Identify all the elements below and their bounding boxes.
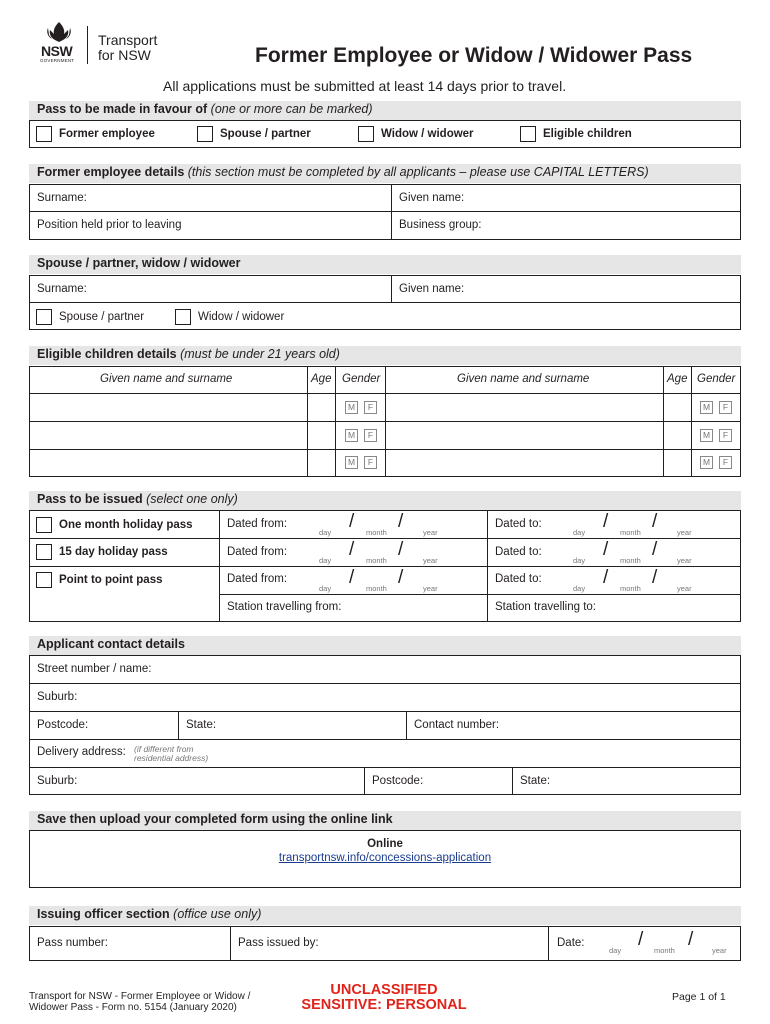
eligible-children-checkbox[interactable] bbox=[520, 126, 536, 142]
pass-number-field[interactable]: Pass number: bbox=[37, 937, 108, 949]
dated-from-label: Dated from: bbox=[227, 546, 288, 558]
dated-from-label: Dated from: bbox=[227, 518, 288, 530]
online-link[interactable]: transportnsw.info/concessions-application bbox=[278, 852, 492, 864]
former-employee-checkbox[interactable] bbox=[36, 126, 52, 142]
former-employee-label: Former employee bbox=[59, 128, 155, 140]
gender-f-checkbox[interactable]: F bbox=[719, 429, 732, 442]
widow-widower-checkbox[interactable] bbox=[358, 126, 374, 142]
delivery-address-field[interactable]: Delivery address: bbox=[37, 746, 126, 758]
state-field[interactable]: State: bbox=[186, 719, 217, 731]
gender-f-checkbox[interactable]: F bbox=[364, 401, 377, 414]
nsw-logo bbox=[36, 20, 82, 64]
online-label: Online bbox=[367, 838, 403, 850]
org-name: Transport for NSW bbox=[98, 32, 158, 63]
upload-heading: Save then upload your completed form using the online link bbox=[29, 811, 741, 830]
page-title: Former Employee or Widow / Widower Pass bbox=[255, 44, 693, 67]
gender-m-checkbox[interactable]: M bbox=[700, 456, 713, 469]
gender-f-checkbox[interactable]: F bbox=[364, 456, 377, 469]
widow-opt-checkbox[interactable] bbox=[175, 309, 191, 325]
footer-form-info: Transport for NSW - Former Employee or Widow / Widower Pass - Form no. 5154 (January 2020) bbox=[29, 991, 251, 1013]
pass-issued-by-field[interactable]: Pass issued by: bbox=[238, 937, 319, 949]
station-to-field[interactable]: Station travelling to: bbox=[495, 601, 597, 613]
spouse-opt-checkbox[interactable] bbox=[36, 309, 52, 325]
logo-sub: GOVERNMENT bbox=[40, 58, 75, 63]
former-box bbox=[29, 184, 741, 240]
widow-opt-label: Widow / widower bbox=[198, 311, 285, 323]
former-heading: Former employee details (this section must be completed by all applicants – please use CAPITAL LETTERS) bbox=[29, 164, 741, 183]
point-to-point-checkbox[interactable] bbox=[36, 572, 52, 588]
delivery-suburb-field[interactable]: Suburb: bbox=[37, 775, 78, 787]
suburb-field[interactable]: Suburb: bbox=[37, 691, 78, 703]
spouse-partner-checkbox[interactable] bbox=[197, 126, 213, 142]
contact-table bbox=[29, 655, 741, 795]
station-from-field[interactable]: Station travelling from: bbox=[227, 601, 342, 613]
one-month-pass-label: One month holiday pass bbox=[59, 519, 193, 531]
col-gender-right: Gender bbox=[697, 373, 736, 385]
col-age-left: Age bbox=[311, 373, 332, 385]
classification-label: UNCLASSIFIED SENSITIVE: PERSONAL bbox=[301, 982, 467, 1013]
one-month-pass-checkbox[interactable] bbox=[36, 517, 52, 533]
issued-heading: Pass to be issued (select one only) bbox=[29, 491, 741, 510]
gender-f-checkbox[interactable]: F bbox=[364, 429, 377, 442]
gender-m-checkbox[interactable]: M bbox=[345, 429, 358, 442]
widow-widower-label: Widow / widower bbox=[381, 128, 474, 140]
gender-m-checkbox[interactable]: M bbox=[700, 401, 713, 414]
officer-table bbox=[29, 926, 741, 961]
contact-heading: Applicant contact details bbox=[29, 636, 741, 655]
postcode-field[interactable]: Postcode: bbox=[37, 719, 89, 731]
former-surname-field[interactable]: Surname: bbox=[37, 192, 87, 204]
favour-heading: Pass to be made in favour of (one or more can be marked) bbox=[29, 101, 741, 120]
col-age-right: Age bbox=[667, 373, 688, 385]
contact-number-field[interactable]: Contact number: bbox=[414, 719, 500, 731]
delivery-postcode-field[interactable]: Postcode: bbox=[372, 775, 424, 787]
gender-f-checkbox[interactable]: F bbox=[719, 456, 732, 469]
eligible-children-label: Eligible children bbox=[543, 128, 632, 140]
children-heading: Eligible children details (must be under 21 years old) bbox=[29, 346, 741, 365]
spouse-heading: Spouse / partner, widow / widower bbox=[29, 255, 741, 274]
former-given-field[interactable]: Given name: bbox=[399, 192, 465, 204]
col-gender-left: Gender bbox=[342, 373, 381, 385]
fifteen-day-pass-checkbox[interactable] bbox=[36, 544, 52, 560]
dated-to-label: Dated to: bbox=[495, 518, 542, 530]
gender-m-checkbox[interactable]: M bbox=[345, 401, 358, 414]
spouse-opt-label: Spouse / partner bbox=[59, 311, 145, 323]
col-name-left: Given name and surname bbox=[100, 373, 233, 385]
page-number: Page 1 of 1 bbox=[672, 991, 726, 1003]
position-field[interactable]: Position held prior to leaving bbox=[37, 219, 182, 231]
delivery-state-field[interactable]: State: bbox=[520, 775, 551, 787]
street-field[interactable]: Street number / name: bbox=[37, 663, 152, 675]
spouse-given-field[interactable]: Given name: bbox=[399, 283, 465, 295]
page-subtitle: All applications must be submitted at least 14 days prior to travel. bbox=[163, 78, 567, 94]
fifteen-day-pass-label: 15 day holiday pass bbox=[59, 546, 168, 558]
gender-m-checkbox[interactable]: M bbox=[345, 456, 358, 469]
dated-to-label: Dated to: bbox=[495, 573, 542, 585]
spouse-partner-label: Spouse / partner bbox=[220, 128, 311, 140]
delivery-note: (if different from residential address) bbox=[134, 744, 209, 763]
business-group-field[interactable]: Business group: bbox=[399, 219, 482, 231]
waratah-icon bbox=[36, 20, 82, 44]
officer-date-field[interactable]: Date: bbox=[557, 937, 585, 949]
point-to-point-label: Point to point pass bbox=[59, 574, 163, 586]
dated-to-label: Dated to: bbox=[495, 546, 542, 558]
logo-word: NSW bbox=[41, 43, 73, 59]
col-name-right: Given name and surname bbox=[457, 373, 590, 385]
gender-m-checkbox[interactable]: M bbox=[700, 429, 713, 442]
spouse-surname-field[interactable]: Surname: bbox=[37, 283, 87, 295]
officer-heading: Issuing officer section (office use only) bbox=[29, 906, 741, 925]
gender-f-checkbox[interactable]: F bbox=[719, 401, 732, 414]
dated-from-label: Dated from: bbox=[227, 573, 288, 585]
